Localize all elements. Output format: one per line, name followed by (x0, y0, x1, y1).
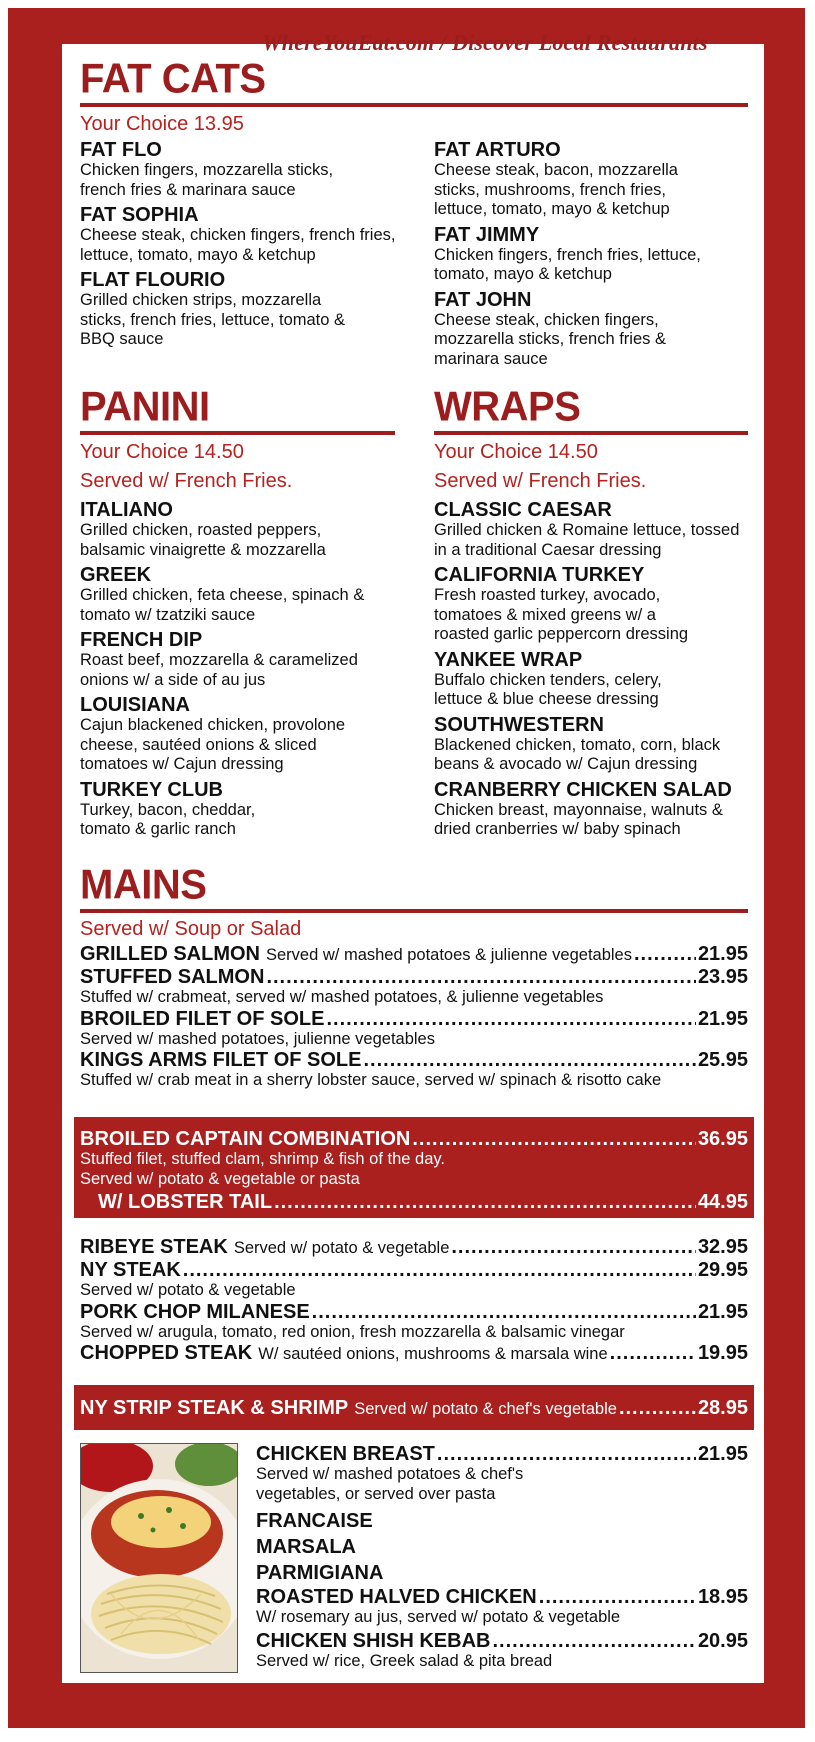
item-desc: Stuffed w/ crab meat in a sherry lobster sauce, served w/ spinach & risotto cake (80, 1071, 662, 1089)
section-title-panini: PANINI (80, 383, 210, 431)
leader-dots (610, 1342, 696, 1364)
menu-item (434, 289, 750, 370)
item-name: KINGS ARMS FILET OF SOLE (80, 1049, 362, 1071)
wraps-served: Served w/ French Fries. (434, 470, 647, 492)
fat-cats-price: Your Choice 13.95 (80, 113, 244, 135)
mains-served: Served w/ Soup or Salad (80, 918, 302, 940)
menu-item (80, 499, 400, 560)
menu-item (80, 204, 410, 265)
ny-strip-block (80, 1397, 748, 1420)
item-price: 20.95 (697, 1629, 748, 1652)
menu-item-ribeye (80, 1236, 748, 1259)
mains-list-top (80, 943, 748, 1091)
leader-dots (437, 1443, 696, 1465)
item-inline-desc: Served w/ potato & chef's vegetable (354, 1400, 617, 1418)
item-desc: Turkey, bacon, cheddar, tomato & garlic ranch (80, 800, 256, 838)
panini-served: Served w/ French Fries. (80, 470, 293, 492)
menu-item (434, 714, 750, 775)
style-francaise: FRANCAISE (256, 1510, 373, 1532)
item-desc: Buffalo chicken tenders, celery, lettuce & blue cheese dressing (434, 670, 662, 708)
item-price: 23.95 (697, 966, 748, 988)
item-desc: Blackened chicken, tomato, corn, black beans & avocado w/ Cajun dressing (434, 735, 721, 773)
menu-item-kings-arms (80, 1049, 748, 1071)
section-title-wraps: WRAPS (434, 383, 581, 431)
item-desc: Cheese steak, chicken fingers, french fries, lettuce, tomato, mayo & ketchup (80, 226, 396, 264)
item-desc: Served w/ potato & vegetable or pasta (80, 1169, 360, 1188)
menu-item (434, 224, 750, 285)
item-name: CHOPPED STEAK (80, 1342, 253, 1364)
leader-dots (492, 1630, 695, 1652)
item-name: BROILED FILET OF SOLE (80, 1007, 325, 1030)
item-desc: Cheese steak, chicken fingers, mozzarella sticks, french fries & marinara sauce (434, 310, 666, 368)
item-name: W/ LOBSTER TAIL (98, 1191, 273, 1213)
item-name: GRILLED SALMON (80, 943, 260, 965)
leader-dots (326, 1008, 695, 1030)
menu-item-stuffed-salmon (80, 966, 748, 988)
item-name: FAT JOHN (434, 288, 532, 311)
captain-block (80, 1128, 748, 1213)
item-price: 18.95 (697, 1586, 748, 1608)
item-name: FLAT FLOURIO (80, 269, 226, 291)
item-price: 19.95 (697, 1342, 748, 1364)
item-desc: Served w/ arugula, tomato, red onion, fresh mozzarella & balsamic vinegar (80, 1322, 625, 1341)
mains-list-chicken (256, 1443, 748, 1671)
item-name: FAT JIMMY (434, 223, 540, 246)
item-name: ROASTED HALVED CHICKEN (256, 1586, 537, 1608)
item-desc: Cheese steak, bacon, mozzarella sticks, mushrooms, french fries, lettuce, tomato, mayo & ketchup (434, 161, 678, 218)
leader-dots (274, 1191, 696, 1213)
menu-item (434, 139, 750, 220)
leader-dots (183, 1259, 696, 1281)
item-desc: Grilled chicken & Romaine lettuce, tossed in a traditional Caesar dressing (434, 521, 740, 559)
item-name: ITALIANO (80, 499, 173, 521)
item-name: RIBEYE STEAK (80, 1236, 228, 1258)
leader-dots (619, 1397, 696, 1419)
panini-price: Your Choice 14.50 (80, 441, 244, 463)
item-inline-desc: Served w/ mashed potatoes & julienne vegetables (266, 946, 632, 964)
item-name: NY STRIP STEAK & SHRIMP (80, 1397, 349, 1419)
item-desc: Fresh roasted turkey, avocado, tomatoes & mixed greens w/ a roasted garlic peppercorn dressing (434, 586, 689, 643)
menu-item-roasted-chicken (256, 1586, 748, 1608)
panini-column (80, 499, 400, 844)
menu-item (80, 629, 400, 690)
leader-dots (266, 966, 696, 988)
menu-item (80, 269, 410, 350)
menu-item-shish-kebab (256, 1630, 748, 1652)
menu-item-broiled-sole (80, 1008, 748, 1030)
item-price: 29.95 (697, 1259, 748, 1281)
item-name: FAT FLO (80, 139, 162, 161)
item-desc: Stuffed w/ crabmeat, served w/ mashed potatoes, & julienne vegetables (80, 988, 604, 1006)
item-desc: Served w/ mashed potatoes & chef's vegetables, or served over pasta (256, 1465, 524, 1503)
leader-dots (363, 1049, 695, 1071)
item-inline-desc: Served w/ potato & vegetable (233, 1239, 450, 1257)
menu-item-chopped-steak (80, 1342, 748, 1365)
item-desc: Cajun blackened chicken, provolone cheese, sautéed onions & sliced tomatoes w/ Cajun dressing (80, 716, 346, 773)
item-desc: Grilled chicken, roasted peppers, balsamic vinaigrette & mozzarella (80, 521, 326, 559)
item-desc: Chicken fingers, mozzarella sticks, french fries & marinara sauce (80, 161, 334, 199)
menu-item-ny-steak (80, 1259, 748, 1281)
chicken-parmigiana-photo (80, 1443, 238, 1673)
item-price: 32.95 (697, 1236, 748, 1258)
section-title-fat-cats: FAT CATS (80, 55, 266, 103)
item-desc: Roast beef, mozzarella & caramelized onions w/ a side of au jus (80, 651, 358, 689)
section-title-mains: MAINS (80, 861, 207, 909)
leader-dots (539, 1586, 696, 1608)
item-desc: Served w/ rice, Greek salad & pita bread (256, 1651, 553, 1670)
item-name: CRANBERRY CHICKEN SALAD (434, 778, 732, 801)
menu-item-chicken-breast (256, 1443, 748, 1465)
item-desc: Grilled chicken, feta cheese, spinach & tomato w/ tzatziki sauce (80, 586, 365, 624)
menu-item (80, 694, 400, 775)
leader-dots (451, 1236, 696, 1258)
menu-item (434, 499, 750, 560)
menu-item (80, 139, 410, 200)
watermark: WhereYouEat.com / Discover Local Restaurants (262, 30, 708, 55)
item-price: 25.95 (697, 1049, 748, 1071)
style-parmigiana: PARMIGIANA (256, 1562, 384, 1584)
menu-item-grilled-salmon (80, 943, 748, 966)
item-name: CLASSIC CAESAR (434, 499, 612, 521)
menu-item (80, 779, 400, 840)
item-name: CHICKEN SHISH KEBAB (256, 1629, 491, 1652)
menu-item (80, 564, 400, 625)
item-name: GREEK (80, 564, 152, 586)
item-desc: Served w/ mashed potatoes, julienne vegetables (80, 1029, 435, 1048)
item-price: 21.95 (697, 1300, 748, 1323)
menu-item-ny-strip-shrimp (80, 1397, 748, 1420)
item-price: 21.95 (697, 943, 748, 965)
item-desc: W/ rosemary au jus, served w/ potato & vegetable (256, 1608, 621, 1626)
item-name: YANKEE WRAP (434, 648, 583, 671)
item-name: NY STEAK (80, 1259, 181, 1281)
leader-dots (412, 1128, 696, 1150)
wraps-price: Your Choice 14.50 (434, 441, 598, 463)
item-inline-desc: W/ sautéed onions, mushrooms & marsala wine (258, 1345, 608, 1363)
wraps-column (434, 499, 750, 844)
item-price: 21.95 (697, 1443, 748, 1465)
item-name: CALIFORNIA TURKEY (434, 564, 645, 586)
item-price: 21.95 (697, 1007, 748, 1030)
section-rule (80, 909, 748, 913)
menu-item (434, 649, 750, 710)
highlight-band-ny-strip (74, 1385, 754, 1430)
item-name: SOUTHWESTERN (434, 713, 604, 736)
fat-cats-left-column (80, 139, 410, 354)
item-name: LOUISIANA (80, 694, 190, 716)
menu-item (434, 779, 750, 840)
item-name: FRENCH DIP (80, 629, 203, 651)
item-name: PORK CHOP MILANESE (80, 1300, 310, 1323)
highlight-band-captain (74, 1117, 754, 1218)
leader-dots (312, 1301, 696, 1323)
section-rule (80, 103, 748, 107)
leader-dots (634, 943, 696, 965)
item-name: FAT SOPHIA (80, 204, 199, 226)
menu-item-lobster-tail (80, 1191, 748, 1213)
item-name: FAT ARTURO (434, 139, 561, 161)
section-rule (80, 431, 395, 435)
menu-item-pork-chop (80, 1301, 748, 1323)
item-name: STUFFED SALMON (80, 966, 265, 988)
menu-item-captain-combination (80, 1128, 748, 1150)
item-name: CHICKEN BREAST (256, 1443, 435, 1465)
style-marsala: MARSALA (256, 1536, 356, 1558)
item-desc: Chicken breast, mayonnaise, walnuts & dried cranberries w/ baby spinach (434, 800, 723, 838)
mains-list-steaks (80, 1236, 748, 1365)
item-name: TURKEY CLUB (80, 778, 223, 801)
item-price: 28.95 (697, 1397, 748, 1419)
item-desc: Chicken fingers, french fries, lettuce, tomato, mayo & ketchup (434, 245, 701, 283)
item-desc: Stuffed filet, stuffed clam, shrimp & fish of the day. (80, 1150, 446, 1168)
menu-item (434, 564, 750, 645)
item-price: 36.95 (697, 1128, 748, 1150)
food-photo-graphic (81, 1444, 237, 1672)
item-desc: Served w/ potato & vegetable (80, 1281, 296, 1299)
item-name: BROILED CAPTAIN COMBINATION (80, 1128, 411, 1150)
item-desc: Grilled chicken strips, mozzarella sticks, french fries, lettuce, tomato & BBQ sauce (80, 291, 346, 348)
item-price: 44.95 (697, 1191, 748, 1213)
fat-cats-right-column (434, 139, 750, 373)
section-rule (434, 431, 748, 435)
